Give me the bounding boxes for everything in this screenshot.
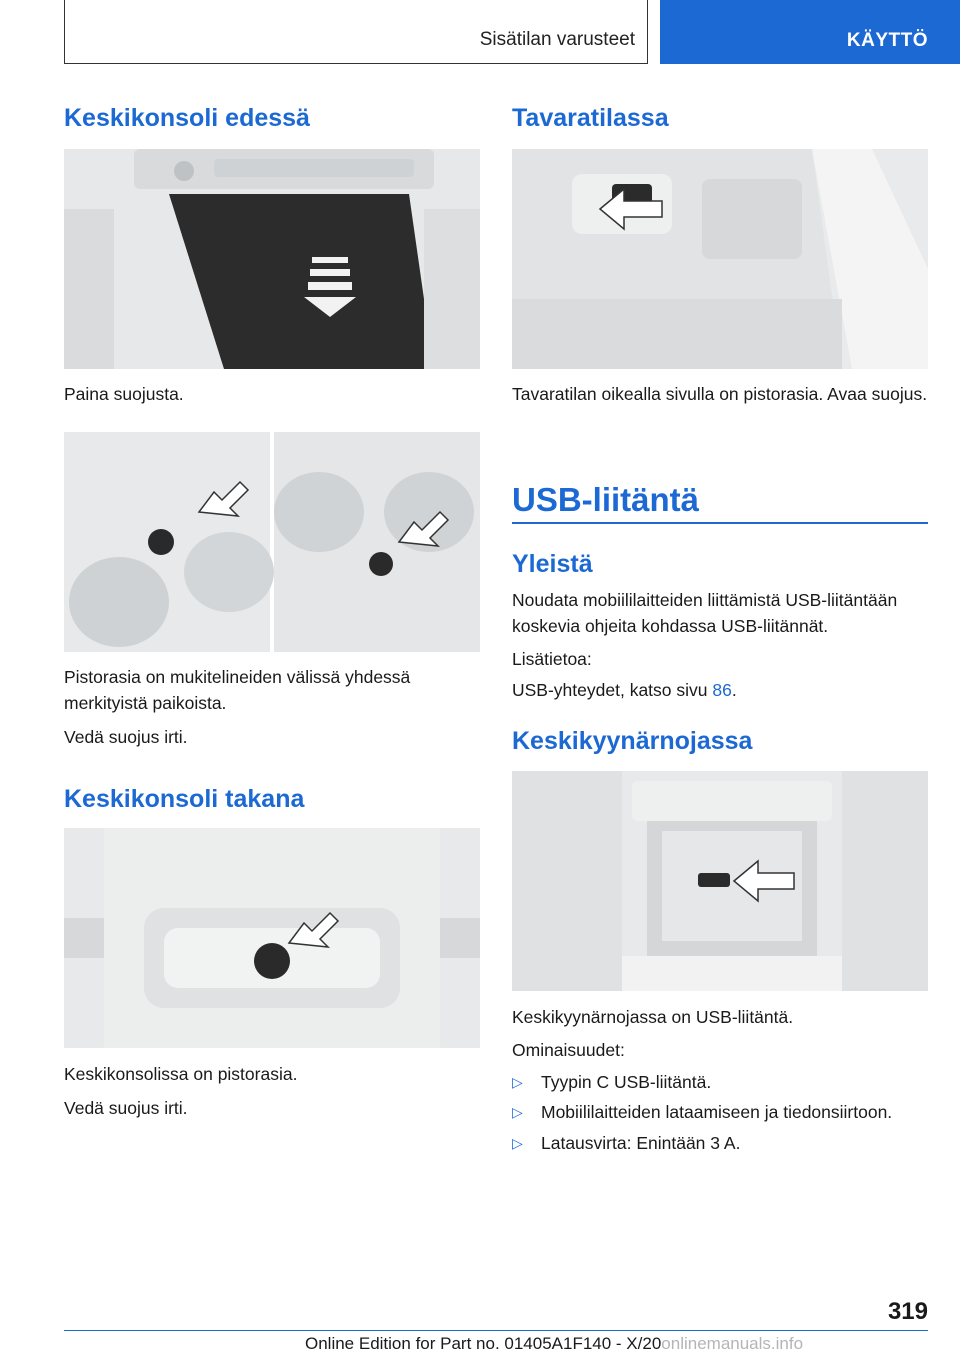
illustration-trunk (512, 149, 928, 369)
heading-usb: USB-liitäntä (512, 481, 700, 518)
bullet-triangle-icon: ▷ (512, 1135, 523, 1151)
caption-socket-location: Pistorasia on mukitelineiden välissä yhdessä merkityistä paikoista. (64, 667, 411, 713)
figure-rear-console (64, 828, 480, 1048)
caption-pull-cover: Vedä suojus irti. (64, 727, 188, 747)
header-chapter-tab (660, 0, 960, 64)
more-info-label: Lisätietoa: (512, 649, 592, 669)
heading-front-console: Keskikonsoli edessä (64, 104, 310, 132)
heading-armrest: Keskikyynärnojassa (512, 727, 753, 755)
heading-usb-rule (512, 522, 928, 524)
footer-edition-text: Online Edition for Part no. 01405A1F140 - X/20 (305, 1334, 662, 1353)
illustration-cup-holders (64, 432, 480, 652)
cross-reference-page-link[interactable]: 86 (712, 680, 732, 700)
paragraph-general: Noudata mobiililaitteiden liittämistä USB-liitäntään koskevia ohjeita kohdassa USB-liitännät. (512, 590, 898, 636)
bullet-triangle-icon: ▷ (512, 1104, 523, 1120)
list-item-text: Tyypin C USB-liitäntä. (541, 1072, 712, 1092)
list-item-text: Mobiililaitteiden lataamiseen ja tiedonsiirtoon. (541, 1102, 893, 1122)
page-number: 319 (887, 1298, 928, 1325)
caption-rear-pull: Vedä suojus irti. (64, 1098, 188, 1118)
illustration-armrest (512, 771, 928, 991)
header-section-title: Sisätilan varusteet (479, 29, 635, 50)
bullet-triangle-icon: ▷ (512, 1074, 523, 1090)
caption-armrest-usb: Keskikyynärnojassa on USB-liitäntä. (512, 1007, 794, 1027)
illustration-rear-console (64, 828, 480, 1048)
heading-rear-console: Keskikonsoli takana (64, 785, 305, 813)
figure-cup-holders (64, 432, 480, 652)
cross-reference-end: . (731, 680, 737, 700)
figure-armrest (512, 771, 928, 991)
heading-general: Yleistä (512, 550, 593, 578)
caption-rear-socket: Keskikonsolissa on pistorasia. (64, 1064, 298, 1084)
list-item-text: Latausvirta: Enintään 3 A. (541, 1133, 741, 1153)
figure-front-console (64, 149, 480, 369)
features-label: Ominaisuudet: (512, 1040, 625, 1060)
footer-rule (64, 1330, 928, 1331)
caption-press-cover: Paina suojusta. (64, 384, 184, 404)
header-section-box (64, 0, 648, 64)
caption-trunk-socket: Tavaratilan oikealla sivulla on pistorasia. Avaa suojus. (512, 384, 928, 404)
footer-watermark: onlinemanuals.info (661, 1334, 804, 1353)
cross-reference (512, 677, 928, 703)
header-chapter-title: KÄYTTÖ (846, 30, 928, 51)
footer-edition (305, 1334, 803, 1354)
heading-trunk: Tavaratilassa (512, 104, 669, 132)
figure-trunk (512, 149, 928, 369)
cross-reference-text: USB-yhteydet, katso sivu (512, 680, 713, 700)
illustration-front-console (64, 149, 480, 369)
